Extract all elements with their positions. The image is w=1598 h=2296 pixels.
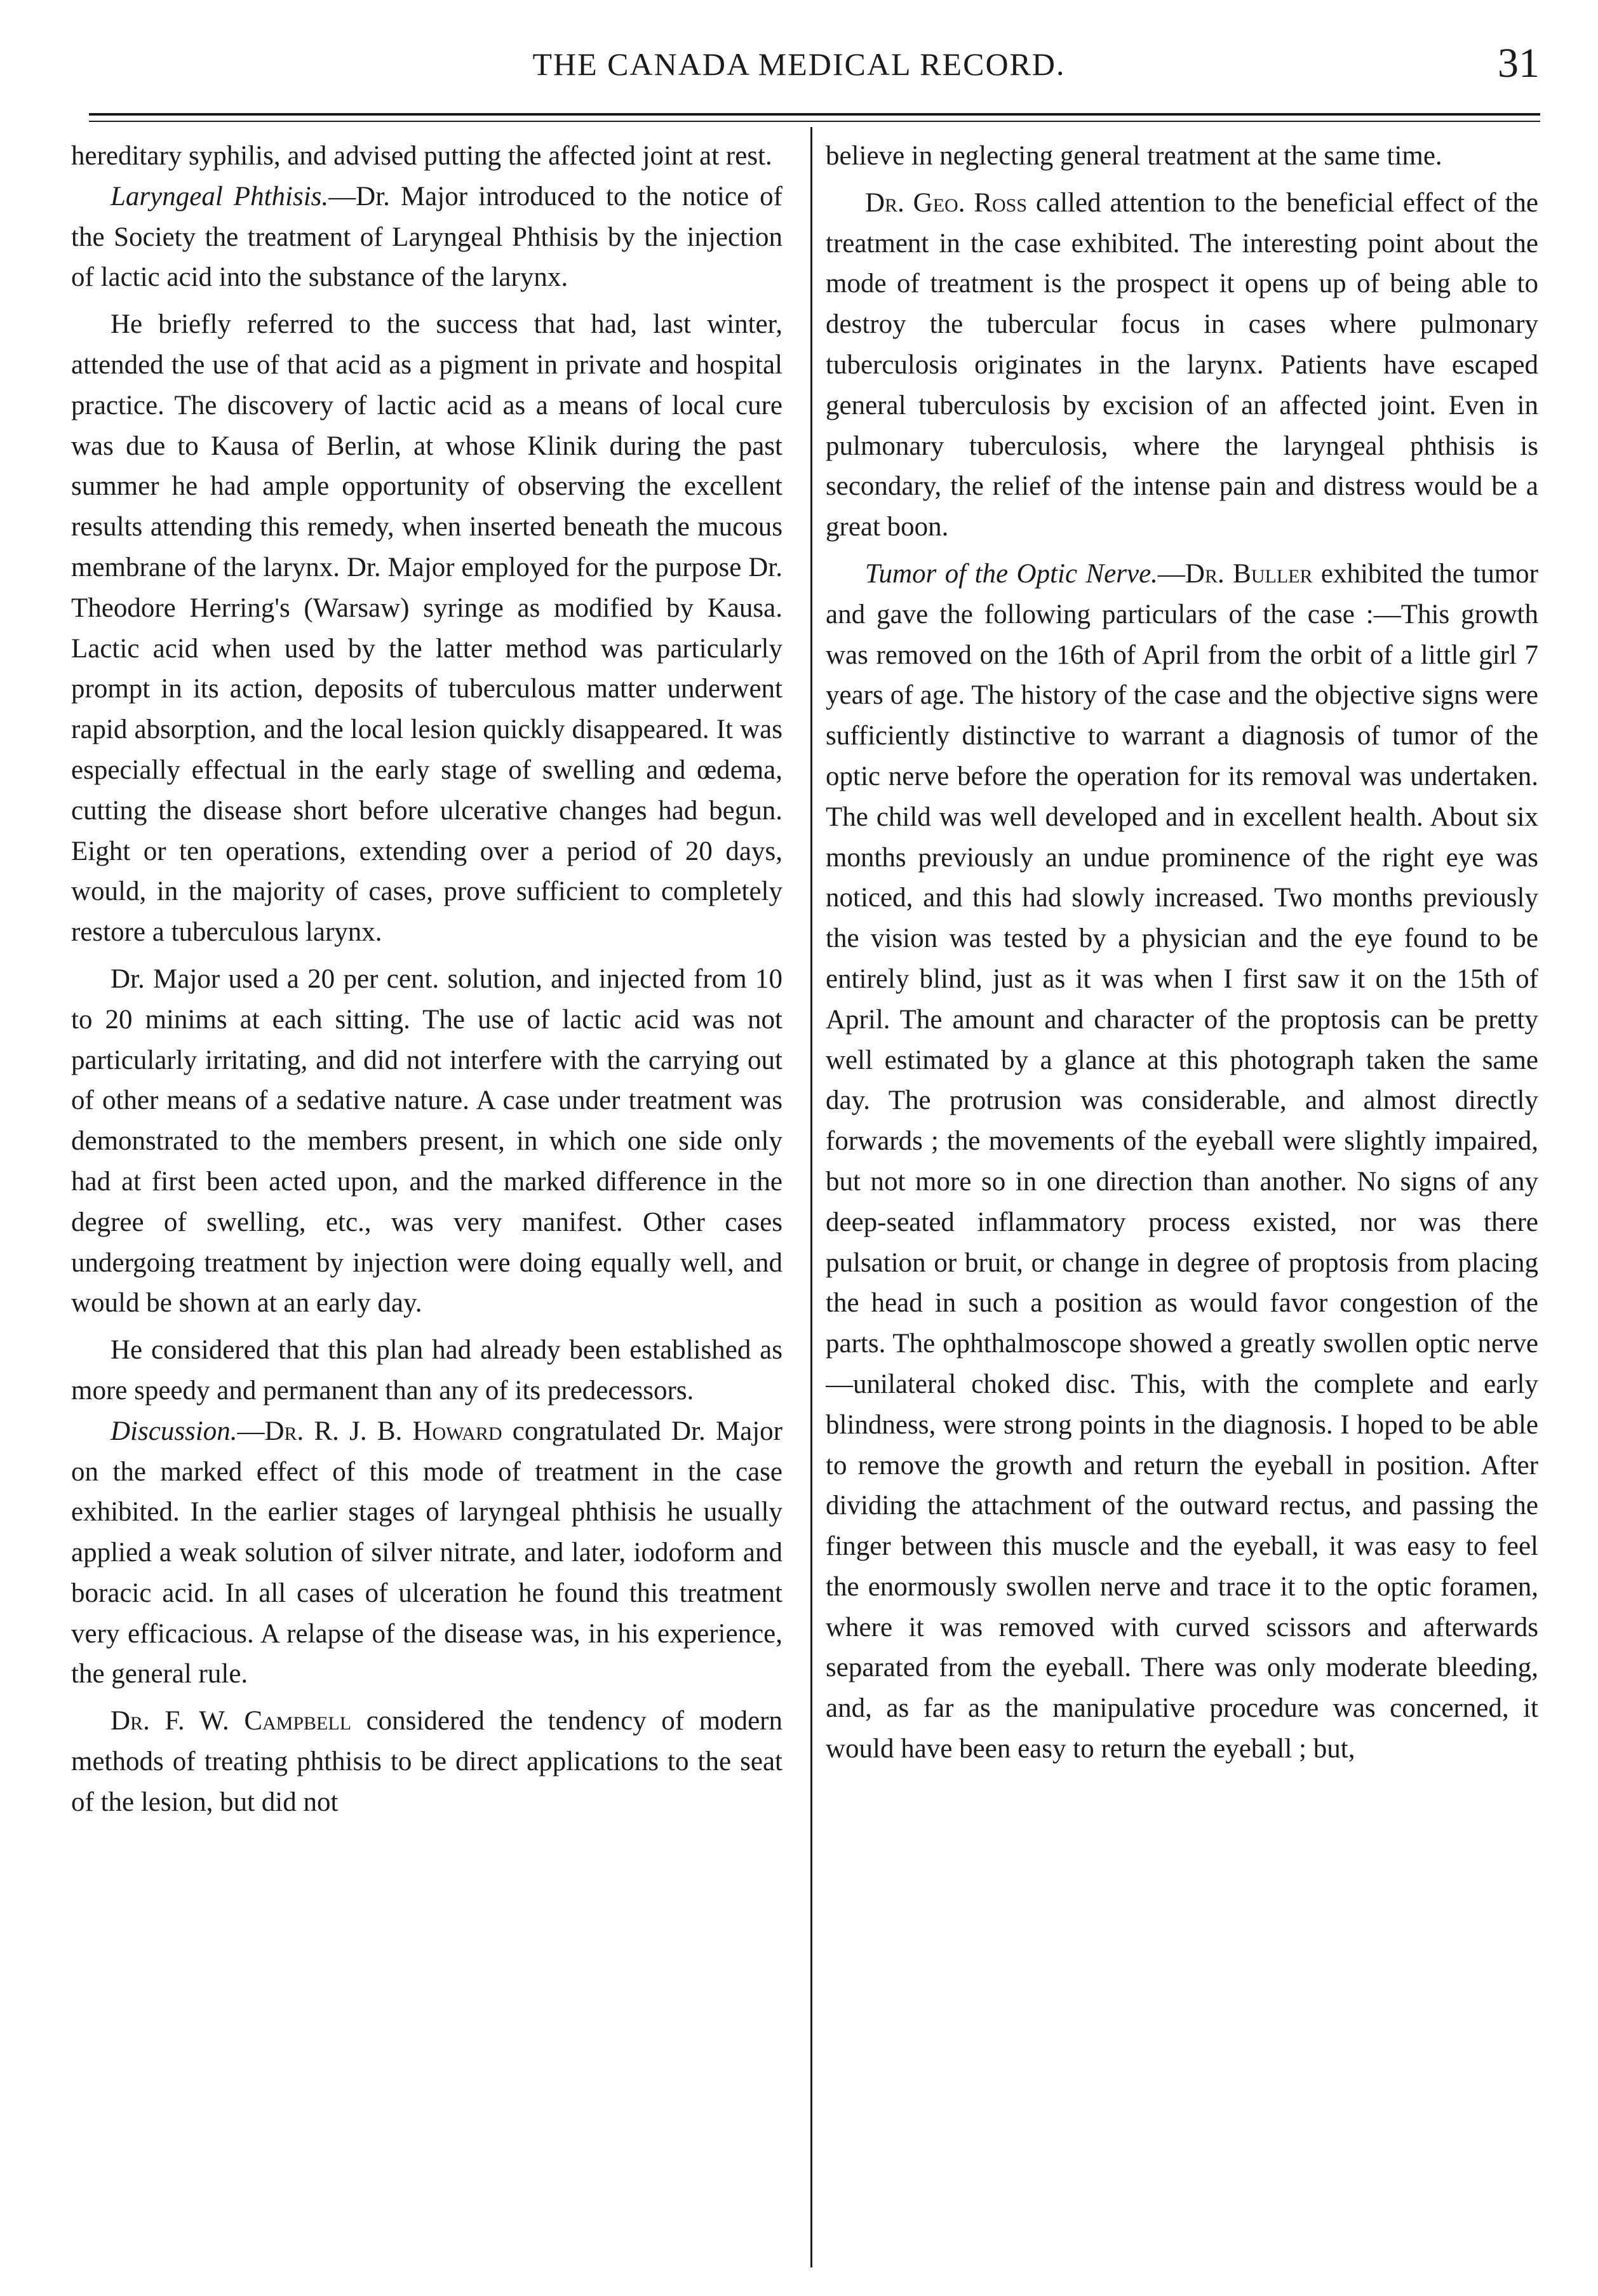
paragraph-discussion-campbell (71, 1701, 782, 1822)
speaker-name-ross: Dr. Geo. Ross (865, 187, 1028, 218)
section-heading-optic-nerve: Tumor of the Optic Nerve. (865, 558, 1158, 589)
running-header-title: THE CANADA MEDICAL RECORD. (532, 46, 1066, 82)
section-heading-discussion: Discussion. (111, 1416, 238, 1446)
paragraph-text: —Dr. Major introduced to the notice of the Society the treatment of Laryngeal Phthisis by the injection of lactic acid into the substance of the larynx. (71, 181, 782, 293)
paragraph-lactic-acid-history: He briefly referred to the success that had, last winter, attended the use of that acid as a pigment in private and hospital practice. The discovery of lactic acid as a means of local cure was due to Kausa of Berlin, at whose Klinik during the past summer he had ample opportunity of observing the excellent results attending this remedy, when inserted beneath the mucous membrane of the larynx. Dr. Major employed for the purpose Dr. Theodore Herring's (Warsaw) syringe as modified by Kausa. Lactic acid when used by the latter method was particularly prompt in its action, deposits of tuberculous matter underwent rapid absorption, and the local lesion quickly disappeared. It was especially effectual in the early stage of swelling and œdema, cutting the disease short before ulcerative changes had begun. Eight or ten operations, extending over a period of 20 days, would, in the majority of cases, prove sufficient to completely restore a tuberculous larynx. (71, 309, 782, 948)
heading-dash: — (237, 1416, 265, 1446)
paragraph-text: called attention to the beneficial effect of the treatment in the case exhibited. The interesting point about the mode of treatment is the prospect it opens up of being able to destroy the tubercular focus in cases where pulmonary tuberculosis originates in the larynx. Patients have escaped general tuberculosis by excision of an affected joint. Even in pulmonary tuberculosis, where the laryngeal phthisis is secondary, the relief of the intense pain and distress would be a great boon. (826, 187, 1538, 542)
speaker-name-buller: Dr. Buller (1185, 558, 1313, 589)
paragraph-campbell-continuation: believe in neglecting general treatment at the same time. (826, 141, 1442, 171)
paragraph-text: exhibited the tumor and gave the following particulars of the case :—This growth was removed on the 16th of April from the orbit of a little girl 7 years of age. The history of the case and the objective signs were sufficiently distinctive to warrant a diagnosis of tumor of the optic nerve before the operation for its removal was undertaken. The child was well developed and in excellent health. About six months previously an undue prominence of the right eye was noticed, and this had slowly increased. Two months previously the vision was tested by a physician and the eye found to be entirely blind, just as it was when I first saw it on the 15th of April. The amount and character of the proptosis can be pretty well estimated by a glance at this photograph taken the same day. The protrusion was considerable, and almost directly forwards ; the movements of the eyeball were slightly impaired, but not more so in one direction than another. No signs of any deep-seated inflammatory process existed, nor was there pulsation or bruit, or change in degree of proptosis from placing the head in such a position as would favor congestion of the parts. The ophthalmoscope showed a greatly swollen optic nerve—unilateral choked disc. This, with the complete and early blindness, were strong points in the diagnosis. I hoped to be able to remove the growth and return the eyeball in position. After dividing the attachment of the outward rectus, and passing the finger between this muscle and the eyeball, it was easy to feel the enormously swollen nerve and trace it to the optic foramen, where it was removed with curved scissors and afterwards separated from the eyeball. There was only moderate bleeding, and, as far as the manipulative procedure was concerned, it would have been easy to return the eyeball ; but, (826, 558, 1538, 1764)
left-column (71, 136, 782, 2273)
right-column (826, 136, 1538, 2273)
page-number: 31 (1498, 40, 1540, 86)
paragraph-injection-method: Dr. Major used a 20 per cent. solution, and injected from 10 to 20 minims at each sitting. The use of lactic acid was not particularly irritating, and did not interfere with the carrying out of other means of a sedative nature. A case under treatment was demonstrated to the members present, in which one side only had at first been acted upon, and the marked difference in the degree of swelling, etc., was very manifest. Other cases undergoing treatment by injection were doing equally well, and would be shown at an early day. (71, 963, 782, 1319)
paragraph-discussion-ross (826, 183, 1538, 547)
paragraph-text: considered the tendency of modern methods of treating phthisis to be direct applications to the seat of the lesion, but did not (71, 1706, 782, 1817)
paragraph-optic-nerve-tumor (826, 554, 1538, 1769)
paragraph-conclusion: He considered that this plan had already been established as more speedy and permanent than any of its predecessors. (71, 1335, 782, 1406)
paragraph-text: congratulated Dr. Major on the marked effect of this mode of treatment in the case exhibited. In the earlier stages of laryngeal phthisis he usually applied a weak solution of silver nitrate, and later, iodoform and boracic acid. In all cases of ulceration he found this treatment very efficacious. A relapse of the disease was, in his experience, the general rule. (71, 1416, 782, 1689)
paragraph-syphilis-continuation: hereditary syphilis, and advised putting the affected joint at rest. (71, 141, 772, 171)
paragraph-discussion-howard (71, 1411, 782, 1695)
header-rule-thin (89, 121, 1540, 122)
heading-dash: — (1157, 558, 1185, 589)
section-heading-laryngeal-phthisis: Laryngeal Phthisis. (111, 181, 329, 211)
header-rule-thick (89, 113, 1540, 116)
column-divider (810, 127, 812, 2267)
paragraph-laryngeal-phthisis (71, 177, 782, 298)
speaker-name-campbell: Dr. F. W. Campbell (111, 1706, 352, 1736)
speaker-name-howard: Dr. R. J. B. Howard (264, 1416, 502, 1446)
